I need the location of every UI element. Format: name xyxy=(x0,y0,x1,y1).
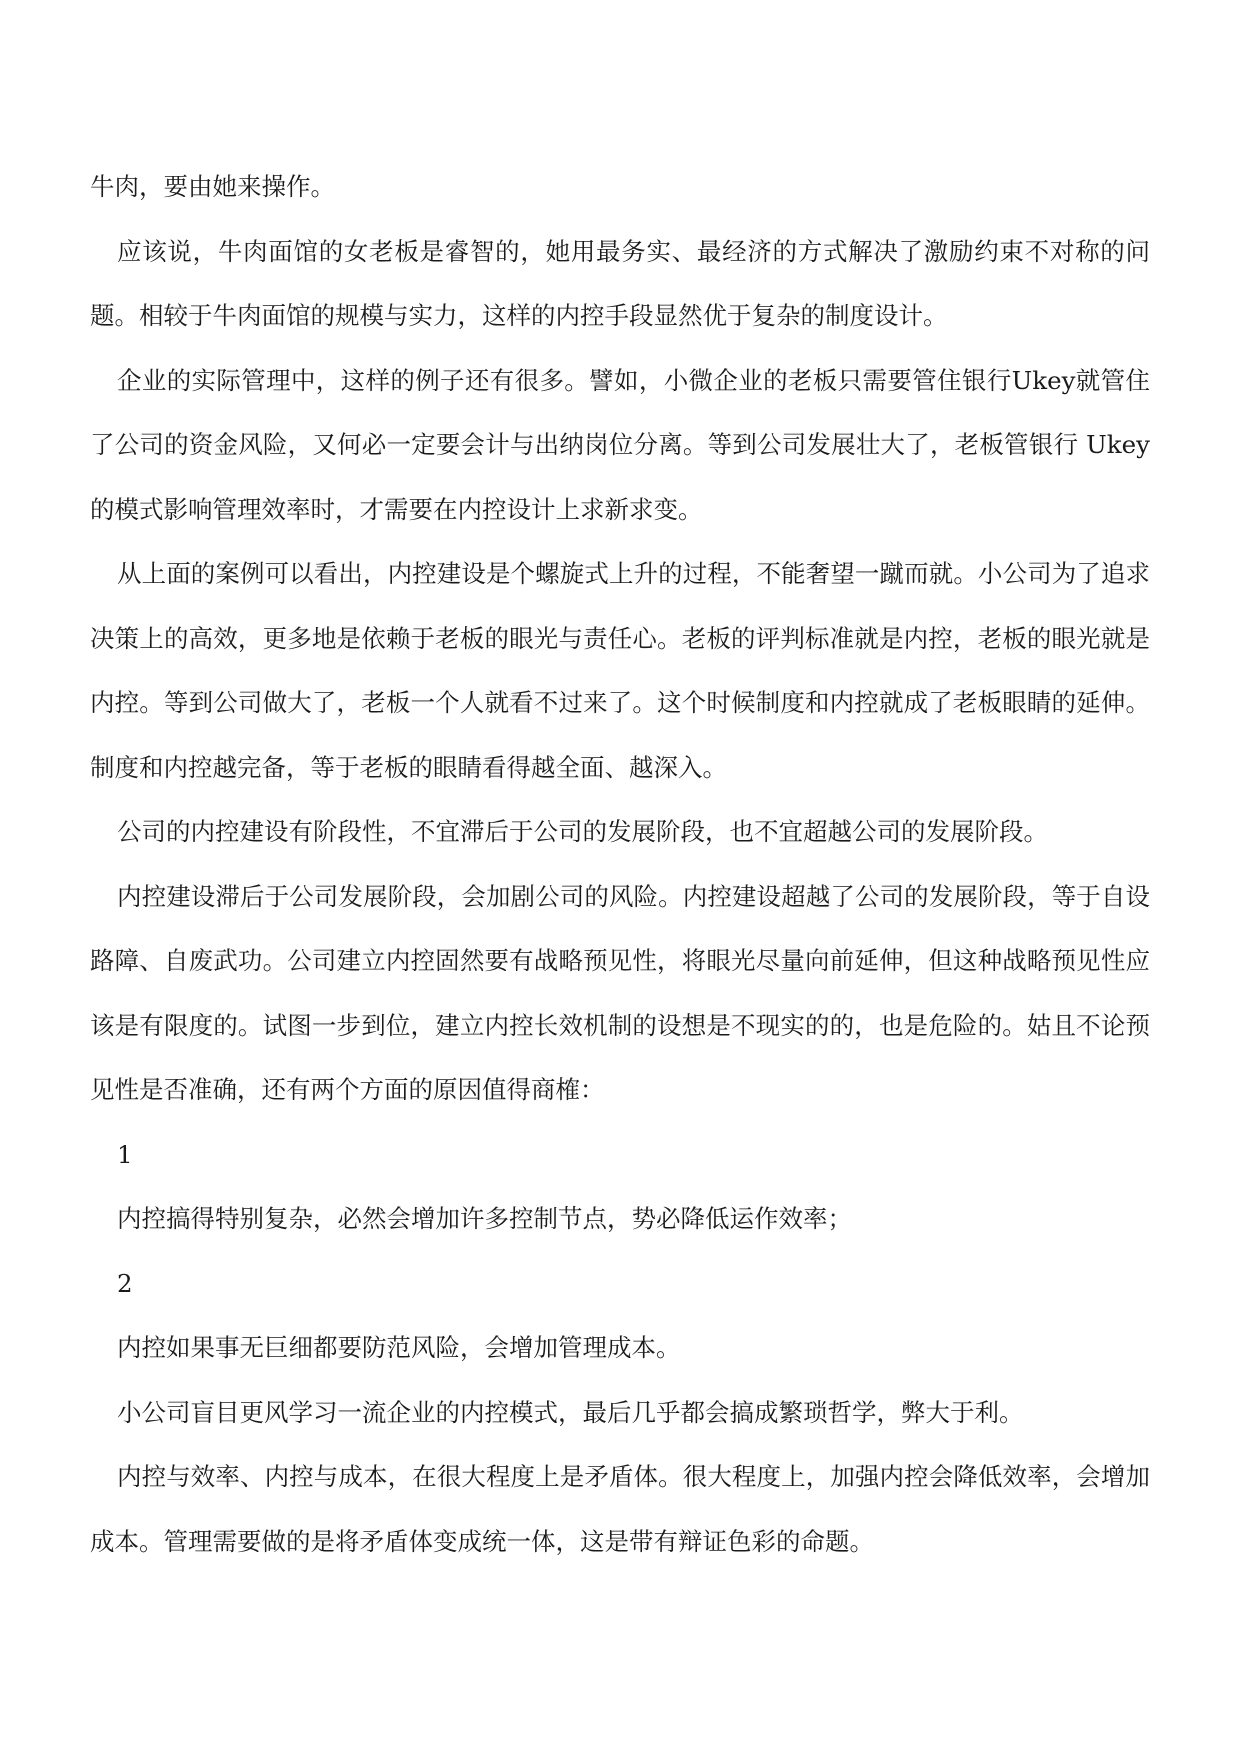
list-number-2: 2 xyxy=(117,1268,133,1298)
paragraph-5: 公司的内控建设有阶段性，不宜滞后于公司的发展阶段，也不宜超越公司的发展阶段。 xyxy=(117,817,1048,846)
list-number-1: 1 xyxy=(117,1139,133,1169)
paragraph-4: 从上面的案例可以看出，内控建设是个螺旋式上升的过程，不能奢望一蹴而就。小公司为了追求决策上的高效，更多地是依赖于老板的眼光与责任心。老板的评判标准就是内控，老板的眼光就是内控。等到公司做大了，老板一个人就看不过来了。这个时候制度和内控就成了老板眼睛的延伸。制度和内控越完备，等于老板的眼睛看得越全面、越深入。 xyxy=(90,559,1150,782)
paragraph-9: 小公司盲目更风学习一流企业的内控模式，最后几乎都会搞成繁琐哲学，弊大于利。 xyxy=(117,1397,1024,1427)
paragraph-1: 牛肉，要由她来操作。 xyxy=(90,172,335,201)
document-body xyxy=(90,155,1150,1574)
paragraph-3: 企业的实际管理中，这样的例子还有很多。譬如，小微企业的老板只需要管住银行Ukey就管住了公司的资金风险，又何必一定要会计与出纳岗位分离。等到公司发展壮大了，老板管银行 Ukey 的模式影响管理效率时，才需要在内控设计上求新求变。 xyxy=(90,365,1150,524)
paragraph-7: 内控搞得特别复杂，必然会增加许多控制节点，势必降低运作效率； xyxy=(117,1204,852,1233)
paragraph-6: 内控建设滞后于公司发展阶段，会加剧公司的风险。内控建设超越了公司的发展阶段，等于自设路障、自废武功。公司建立内控固然要有战略预见性，将眼光尽量向前延伸，但这种战略预见性应该是有限度的。试图一步到位，建立内控长效机制的设想是不现实的的，也是危险的。姑且不论预见性是否准确，还有两个方面的原因值得商榷： xyxy=(90,881,1150,1104)
paragraph-10: 内控与效率、内控与成本，在很大程度上是矛盾体。很大程度上，加强内控会降低效率，会增加成本。管理需要做的是将矛盾体变成统一体，这是带有辩证色彩的命题。 xyxy=(90,1462,1150,1556)
paragraph-2: 应该说，牛肉面馆的女老板是睿智的，她用最务实、最经济的方式解决了激励约束不对称的问题。相较于牛肉面馆的规模与实力，这样的内控手段显然优于复杂的制度设计。 xyxy=(90,236,1150,330)
paragraph-8: 内控如果事无巨细都要防范风险，会增加管理成本。 xyxy=(117,1333,681,1362)
